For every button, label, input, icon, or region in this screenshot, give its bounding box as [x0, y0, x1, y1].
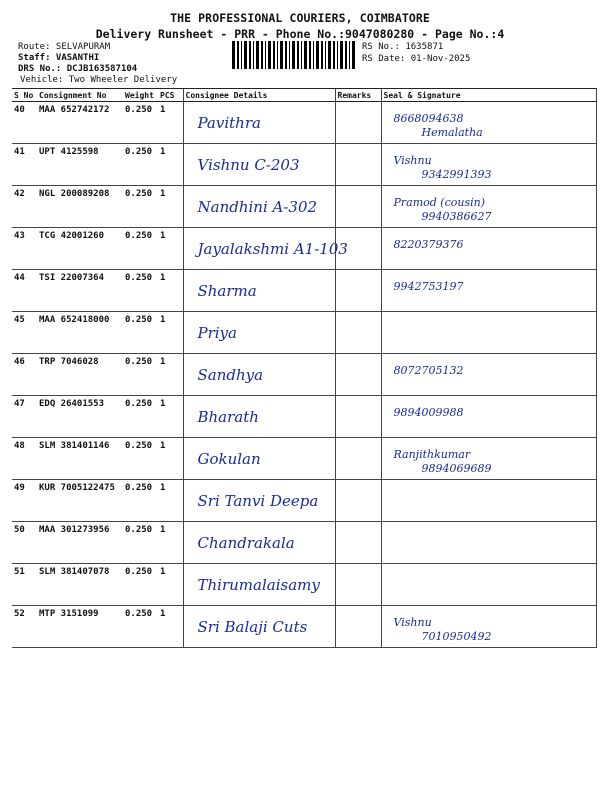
row-pcs: 1 — [158, 522, 183, 564]
table-row — [12, 606, 596, 648]
row-signature — [381, 312, 596, 354]
consignee-handwriting: Sri Balaji Cuts — [197, 618, 308, 636]
row-consignee — [183, 186, 335, 228]
table-row — [12, 186, 596, 228]
row-consignment-no: TCG 42001260 — [37, 228, 123, 270]
row-consignment-no: TRP 7046028 — [37, 354, 123, 396]
rs-date: RS Date: 01-Nov-2025 — [362, 54, 471, 64]
row-pcs: 1 — [158, 270, 183, 312]
row-pcs: 1 — [158, 228, 183, 270]
row-signature — [381, 186, 596, 228]
row-pcs: 1 — [158, 480, 183, 522]
col-header-signature: Seal & Signature — [381, 89, 596, 102]
table-row — [12, 144, 596, 186]
row-consignee — [183, 606, 335, 648]
row-remarks — [335, 354, 381, 396]
row-remarks — [335, 522, 381, 564]
row-remarks — [335, 396, 381, 438]
row-pcs: 1 — [158, 354, 183, 396]
col-header-weight: Weight — [123, 89, 158, 102]
signature-handwriting: 9942753197 — [393, 280, 464, 293]
signature-handwriting: 7010950492 — [421, 630, 492, 643]
row-pcs: 1 — [158, 144, 183, 186]
col-header-consignee: Consignee Details — [183, 89, 335, 102]
signature-handwriting: 8220379376 — [393, 238, 464, 251]
row-remarks — [335, 606, 381, 648]
row-weight: 0.250 — [123, 480, 158, 522]
table-row — [12, 354, 596, 396]
row-signature — [381, 438, 596, 480]
table-row — [12, 480, 596, 522]
consignee-handwriting: Gokulan — [197, 450, 261, 468]
row-consignment-no: MAA 652742172 — [37, 102, 123, 144]
consignee-handwriting: Jayalakshmi A1-103 — [197, 240, 348, 258]
row-sno: 50 — [12, 522, 37, 564]
row-pcs: 1 — [158, 186, 183, 228]
row-sno: 49 — [12, 480, 37, 522]
row-consignment-no: SLM 381407078 — [37, 564, 123, 606]
row-weight: 0.250 — [123, 396, 158, 438]
table-row — [12, 564, 596, 606]
row-signature — [381, 102, 596, 144]
row-pcs: 1 — [158, 438, 183, 480]
row-sno: 42 — [12, 186, 37, 228]
signature-handwriting: 9342991393 — [421, 168, 492, 181]
consignee-handwriting: Thirumalaisamy — [197, 576, 320, 594]
rs-number: RS No.: 1635871 — [362, 42, 444, 52]
row-consignment-no: NGL 200089208 — [37, 186, 123, 228]
row-sno: 43 — [12, 228, 37, 270]
table-row — [12, 312, 596, 354]
row-pcs: 1 — [158, 312, 183, 354]
signature-handwriting: Pramod (cousin) — [393, 196, 486, 209]
signature-handwriting: 8668094638 — [393, 112, 464, 125]
table-row — [12, 438, 596, 480]
signature-handwriting: 9940386627 — [421, 210, 492, 223]
col-header-pcs: PCS — [158, 89, 183, 102]
row-remarks — [335, 186, 381, 228]
route-label: Route: SELVAPURAM — [18, 42, 111, 52]
row-consignee — [183, 438, 335, 480]
row-pcs: 1 — [158, 102, 183, 144]
row-weight: 0.250 — [123, 438, 158, 480]
runsheet-subtitle: Delivery Runsheet - PRR - Phone No.:9047080280 - Page No.:4 — [95, 27, 505, 41]
row-signature — [381, 522, 596, 564]
signature-handwriting: 9894009988 — [393, 406, 464, 419]
consignee-handwriting: Pavithra — [197, 114, 261, 132]
row-signature — [381, 606, 596, 648]
row-remarks — [335, 102, 381, 144]
table-row — [12, 396, 596, 438]
table-row — [12, 270, 596, 312]
row-sno: 45 — [12, 312, 37, 354]
row-weight: 0.250 — [123, 144, 158, 186]
row-sno: 52 — [12, 606, 37, 648]
row-consignee — [183, 312, 335, 354]
row-sno: 47 — [12, 396, 37, 438]
col-header-remarks: Remarks — [335, 89, 381, 102]
row-signature — [381, 228, 596, 270]
row-weight: 0.250 — [123, 186, 158, 228]
row-sno: 48 — [12, 438, 37, 480]
consignee-handwriting: Sri Tanvi Deepa — [197, 492, 319, 510]
row-weight: 0.250 — [123, 354, 158, 396]
row-consignee — [183, 102, 335, 144]
row-signature — [381, 270, 596, 312]
col-header-sno: S No — [12, 89, 37, 102]
barcode — [232, 41, 356, 69]
row-consignment-no: MTP 3151099 — [37, 606, 123, 648]
row-weight: 0.250 — [123, 228, 158, 270]
consignee-handwriting: Chandrakala — [197, 534, 295, 552]
consignee-handwriting: Priya — [197, 324, 237, 342]
row-consignee — [183, 564, 335, 606]
table-header-row — [12, 89, 596, 102]
row-consignment-no: MAA 301273956 — [37, 522, 123, 564]
col-header-consignment: Consignment No — [37, 89, 123, 102]
signature-handwriting: Vishnu — [393, 616, 432, 629]
consignee-handwriting: Sandhya — [197, 366, 264, 384]
row-signature — [381, 144, 596, 186]
row-consignee — [183, 270, 335, 312]
row-consignment-no: KUR 7005122475 — [37, 480, 123, 522]
row-consignment-no: SLM 381401146 — [37, 438, 123, 480]
staff-label: Staff: VASANTHI — [18, 53, 100, 63]
row-pcs: 1 — [158, 564, 183, 606]
row-consignee — [183, 228, 348, 270]
signature-handwriting: 9894069689 — [421, 462, 492, 475]
row-pcs: 1 — [158, 396, 183, 438]
row-sno: 44 — [12, 270, 37, 312]
row-remarks — [335, 438, 381, 480]
row-sno: 51 — [12, 564, 37, 606]
row-weight: 0.250 — [123, 270, 158, 312]
page-title: THE PROFESSIONAL COURIERS, COIMBATORE — [170, 11, 430, 25]
row-consignee — [183, 354, 335, 396]
row-signature — [381, 354, 596, 396]
row-weight: 0.250 — [123, 102, 158, 144]
consignee-handwriting: Bharath — [197, 408, 259, 426]
row-sno: 41 — [12, 144, 37, 186]
consignee-handwriting: Nandhini A-302 — [197, 198, 318, 216]
row-sno: 40 — [12, 102, 37, 144]
row-consignee — [183, 480, 335, 522]
row-weight: 0.250 — [123, 564, 158, 606]
runsheet-table — [12, 88, 597, 648]
row-consignment-no: TSI 22007364 — [37, 270, 123, 312]
row-consignee — [183, 144, 335, 186]
drs-number: DRS No.: DCJB163587104 — [18, 64, 138, 74]
row-remarks — [335, 564, 381, 606]
consignee-handwriting: Sharma — [197, 282, 257, 300]
row-remarks — [335, 144, 381, 186]
row-weight: 0.250 — [123, 522, 158, 564]
row-consignment-no: MAA 652418000 — [37, 312, 123, 354]
signature-handwriting: Vishnu — [393, 154, 432, 167]
row-signature — [381, 564, 596, 606]
signature-handwriting: Ranjithkumar — [393, 448, 471, 461]
row-signature — [381, 480, 596, 522]
row-weight: 0.250 — [123, 606, 158, 648]
row-consignee — [183, 522, 335, 564]
signature-handwriting: Hemalatha — [421, 126, 483, 139]
table-row — [12, 522, 596, 564]
table-row — [12, 228, 596, 270]
row-weight: 0.250 — [123, 312, 158, 354]
row-remarks — [335, 480, 381, 522]
row-consignment-no: UPT 4125598 — [37, 144, 123, 186]
row-remarks — [335, 312, 381, 354]
signature-handwriting: 8072705132 — [393, 364, 464, 377]
row-consignment-no: EDQ 26401553 — [37, 396, 123, 438]
consignee-handwriting: Vishnu C-203 — [197, 156, 300, 174]
row-signature — [381, 396, 596, 438]
vehicle-label: Vehicle: Two Wheeler Delivery — [20, 75, 178, 85]
row-sno: 46 — [12, 354, 37, 396]
row-consignee — [183, 396, 335, 438]
table-row — [12, 102, 596, 144]
row-pcs: 1 — [158, 606, 183, 648]
row-remarks — [335, 270, 381, 312]
